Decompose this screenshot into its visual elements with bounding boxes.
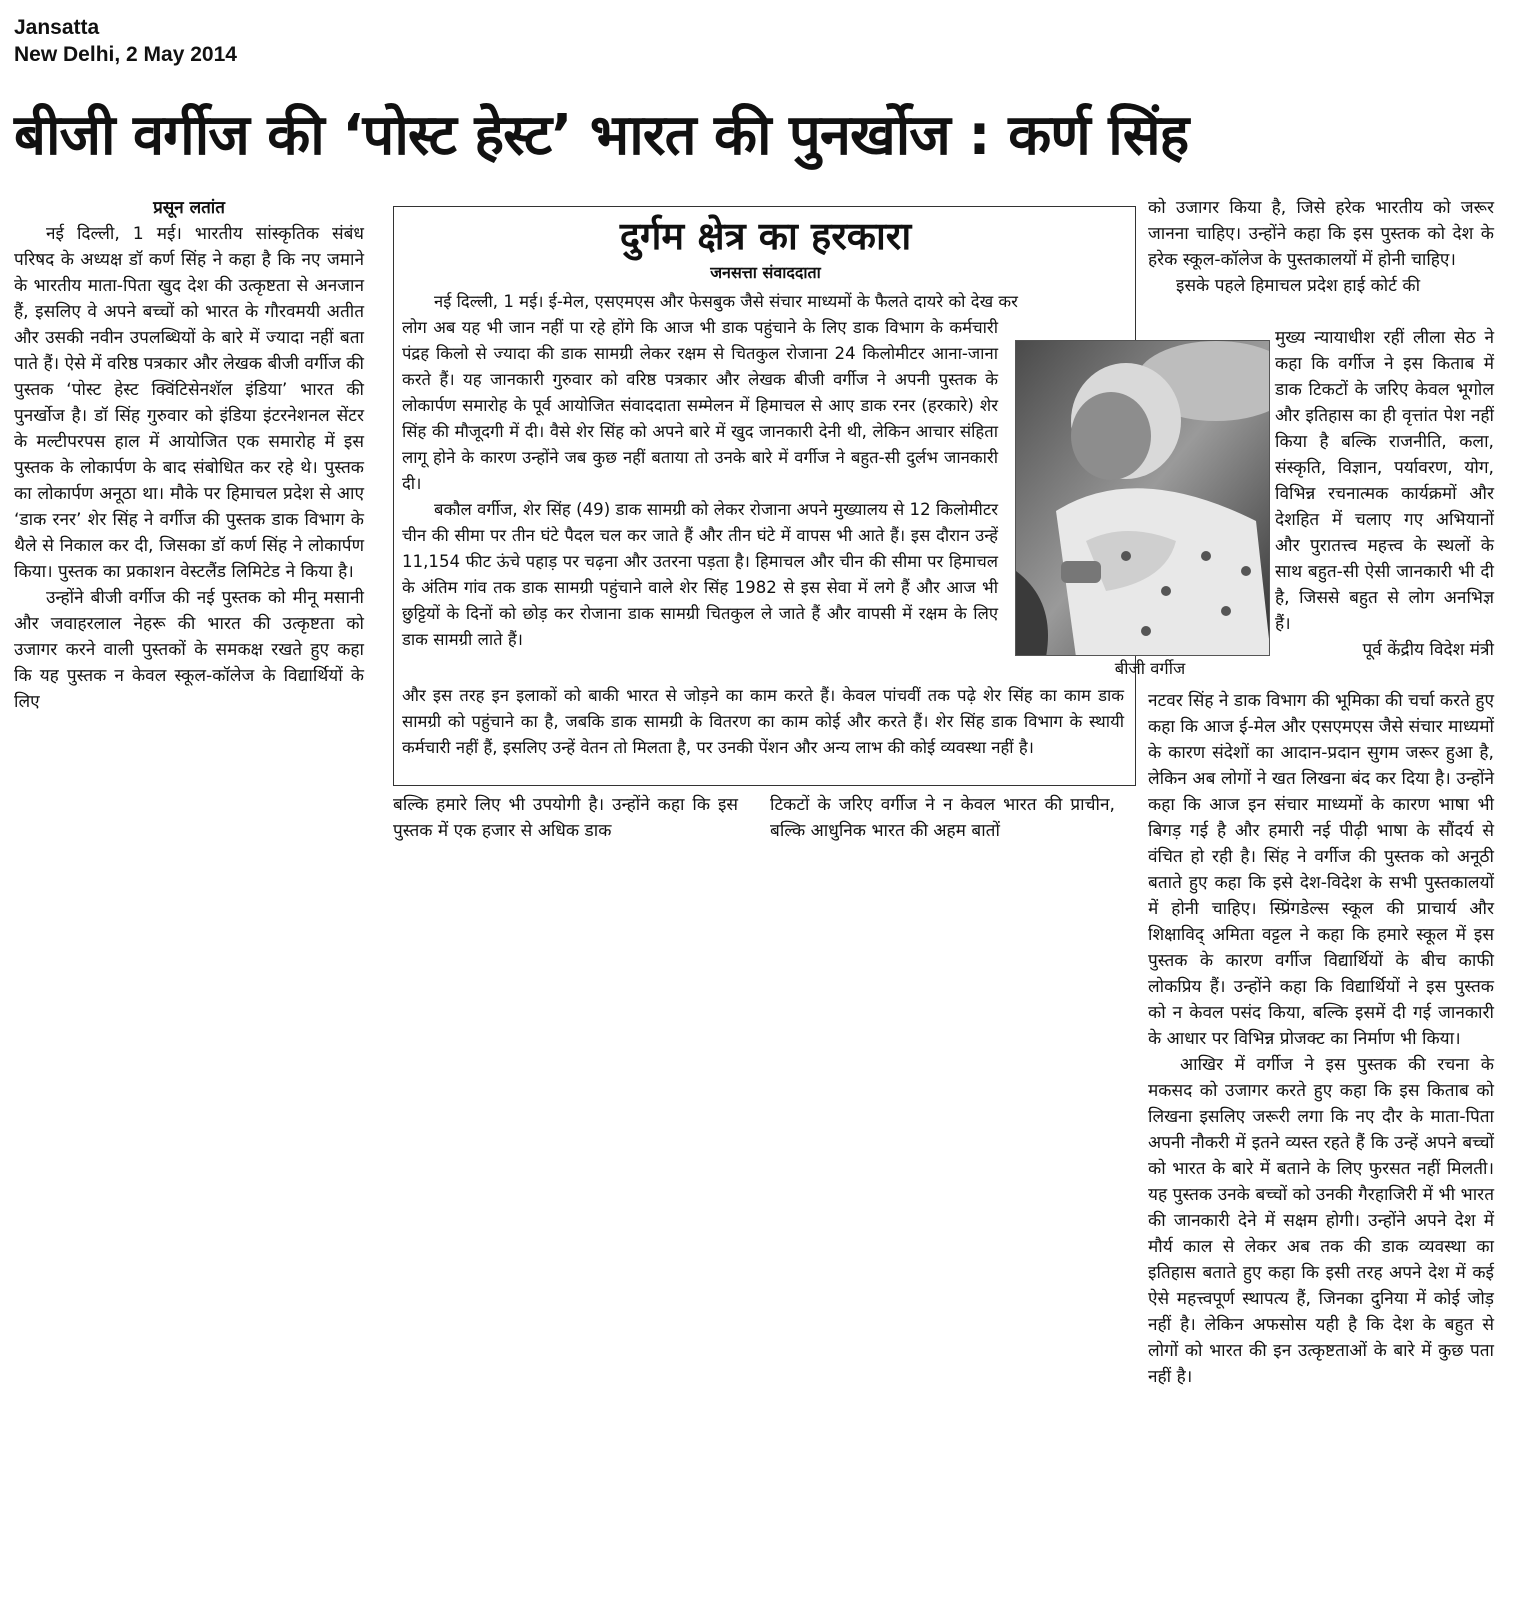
article-column-1	[14, 195, 364, 835]
article-paragraph: को उजागर किया है, जिसे हरेक भारतीय को जरूर जानना चाहिए। उन्होंने कहा कि इस पुस्तक को देश के हरेक स्कूल-कॉलेज के पुस्तकालयों में होनी चाहिए।	[1148, 198, 1494, 270]
article-column-3	[770, 792, 1115, 844]
article-column-4-bottom	[1148, 688, 1494, 1390]
box-story-title: दुर्गम क्षेत्र का हरकारा	[619, 214, 912, 258]
box-story-wide-text	[402, 683, 1124, 761]
article-paragraph: पूर्व केंद्रीय विदेश मंत्री	[1362, 640, 1494, 660]
box-story-para1-lead	[402, 289, 1124, 315]
headline: बीजी वर्गीज की ‘पोस्ट हेस्ट’ भारत की पुनर्खोज : कर्ण सिंह	[14, 103, 1189, 168]
article-paragraph: बल्कि हमारे लिए भी उपयोगी है। उन्होंने कहा कि इस पुस्तक में एक हजार से अधिक डाक	[393, 795, 738, 841]
article-paragraph: नटवर सिंह ने डाक विभाग की भूमिका की चर्चा करते हुए कहा कि आज ई-मेल और एसएमएस जैसे संचार माध्यमों के कारण संदेशों का आदान-प्रदान सुगम जरूर हुआ है, लेकिन अब लोगों ने खत लिखना बंद कर दिया है। उन्होंने कहा कि आज इन संचार माध्यमों के कारण भाषा भी बिगड़ गई है और हमारी नई पीढ़ी भाषा के सौंदर्य से वंचित हो रही है। सिंह ने वर्गीज की पुस्तक को अनूठी बताते हुए कहा कि इसे देश-विदेश के सभी पुस्तकालयों में होनी चाहिए। स्प्रिंगडेल्स स्कूल की प्राचार्य और शिक्षाविद् अमिता वट्टल ने कहा कि हमारे स्कूल में इस पुस्तक के कारण वर्गीज विद्यार्थियों के बीच काफी लोकप्रिय हैं। उन्होंने कहा कि विद्यार्थियों ने इस पुस्तक को न केवल पसंद किया, बल्कि इसमें दी गई जानकारी के आधार पर विभिन्न प्रोजक्ट का निर्माण भी किया।	[1148, 691, 1494, 1049]
article-paragraph: इसके पहले हिमाचल प्रदेश हाई कोर्ट की	[1176, 276, 1421, 296]
article-byline: प्रसून लतांत	[153, 198, 225, 218]
article-paragraph: नई दिल्ली, 1 मई। भारतीय सांस्कृतिक संबंध परिषद के अध्यक्ष डॉ कर्ण सिंह ने कहा है कि नए जमाने के भारतीय माता-पिता खुद देश की उत्कृष्टता से अनजान हैं, इसलिए वे अपने बच्चों को भारत के गौरवमयी अतीत और उसकी नवीन उपलब्धियों के बारे में ज्यादा नहीं बता पाते हैं। ऐसे में वरिष्ठ पत्रकार और लेखक बीजी वर्गीज की पुस्तक ‘पोस्ट हेस्ट क्विंटिसेनशॅल इंडिया’ भारत की पुनर्खोज है। डॉ सिंह गुरुवार को इंडिया इंटरनेशनल सेंटर के मल्टीपरपस हाल में आयोजित एक समारोह में इस पुस्तक के लोकार्पण के बाद संबोधित कर रहे थे। पुस्तक का लोकार्पण अनूठा था। मौके पर हिमाचल प्रदेश से आए ‘डाक रनर’ शेर सिंह ने वर्गीज की पुस्तक डाक विभाग के थैले से निकाल कर दी, जिसका डॉ कर्ण सिंह ने लोकार्पण किया। पुस्तक का प्रकाशन वेस्टलैंड लिमिटेड ने किया है।	[14, 224, 364, 582]
article-paragraph: आखिर में वर्गीज ने इस पुस्तक की रचना के मकसद को उजागर करते हुए कहा कि इस किताब को लिखना इसलिए जरूरी लगा कि नए दौर के माता-पिता अपनी नौकरी में इतने व्यस्त रहते हैं कि उन्हें अपने बच्चों को भारत के बारे में बताने के लिए फुरसत नहीं मिलती। यह पुस्तक उनके बच्चों को उनकी गैरहाजिरी में भी भारत की जानकारी देने में सक्षम होगी। उन्होंने अपने देश में मौर्य काल से लेकर अब तक की डाक व्यवस्था का इतिहास बताते हुए कहा कि इसी तरह अपने देश में कई ऐसे महत्त्वपूर्ण स्थापत्य हैं, जिनका दुनिया में कोई जोड़ नहीं है। लेकिन अफसोस यही है कि देश के बहुत से लोगों को भारत की इन उत्कृष्टताओं के बारे में कुछ पता नहीं है।	[1148, 1055, 1494, 1387]
box-story-narrow-text	[402, 315, 998, 653]
photo-bg-verghese	[1015, 340, 1270, 656]
article-paragraph: उन्होंने बीजी वर्गीज की नई पुस्तक को मीनू मसानी और जवाहरलाल नेहरू की भारत की उत्कृष्टता को उजागर करने वाली पुस्तकों के समकक्ष रखते हुए कहा कि यह पुस्तक न केवल स्कूल-कॉलेज के विद्यार्थियों के लिए	[14, 588, 364, 712]
photo-caption: बीजी वर्गीज	[1114, 659, 1186, 678]
box-story-text: और इस तरह इन इलाकों को बाकी भारत से जोड़ने का काम करते हैं। केवल पांचवीं तक पढ़े शेर सिंह का काम डाक सामग्री को पहुंचाने का है, जबकि डाक सामग्री के वितरण का काम कोई और करते हैं। शेर सिंह डाक विभाग के स्थायी कर्मचारी नहीं हैं, इसलिए उन्हें वेतन तो मिलता है, पर उनकी पेंशन और अन्य लाभ की कोई व्यवस्था नहीं है।	[402, 686, 1124, 757]
article-column-2	[393, 792, 738, 844]
portrait-illustration	[1016, 341, 1270, 656]
box-story-text: बकौल वर्गीज, शेर सिंह (49) डाक सामग्री को लेकर रोजाना अपने मुख्यालय से 12 किलोमीटर चीन की सीमा पर तीन घंटे पैदल चल कर जाते हैं और तीन घंटे में वापस भी आते हैं। इस दौरान उन्हें 11,154 फीट ऊंचे पहाड़ पर चढ़ना और उतरना पड़ता है। हिमाचल और चीन की सीमा पर हिमाचल के अंतिम गांव तक डाक सामग्री पहुंचाने वाले शेर सिंह 1982 से इस सेवा में लगे हैं और आज भी छुट्टियों के दिनों को छोड़ कर रोजाना डाक सामग्री चितकुल ले जाते हैं और वापसी में रक्षम के लिए डाक सामग्री लाते हैं।	[402, 500, 998, 649]
publication-dateline: New Delhi, 2 May 2014	[14, 43, 237, 66]
publication-name: Jansatta	[14, 16, 100, 39]
publication-info	[14, 14, 237, 68]
box-story-byline: जनसत्ता संवाददाता	[710, 263, 821, 282]
article-paragraph: टिकटों के जरिए वर्गीज ने न केवल भारत की प्राचीन, बल्कि आधुनिक भारत की अहम बातों	[770, 795, 1115, 841]
box-story-text: लोग अब यह भी जान नहीं पा रहे होंगे कि आज भी डाक पहुंचाने के लिए डाक विभाग के कर्मचारी पंद्रह किलो से ज्यादा की डाक सामग्री लेकर रक्षम से चितकुल रोजाना 24 किलोमीटर आना-जाना करते हैं। यह जानकारी गुरुवार को वरिष्ठ पत्रकार और लेखक बीजी वर्गीज ने अपनी पुस्तक के लोकार्पण समारोह के पूर्व आयोजित संवाददाता सम्मेलन में हिमाचल से आए डाक रनर (हरकारे) शेर सिंह की मौजूदगी में दी। वैसे शेर सिंह को अपने बारे में खुद जानकारी देनी थी, लेकिन आचार संहिता लागू होने के कारण उन्होंने जब कुछ नहीं बताया तो उनके बारे में वर्गीज ने बहुत-सी दुर्लभ जानकारी दी।	[402, 318, 998, 493]
article-column-4-top	[1148, 195, 1494, 299]
article-paragraph: मुख्य न्यायाधीश रहीं लीला सेठ ने कहा कि वर्गीज ने इस किताब में डाक टिकटों के जरिए केवल भूगोल और इतिहास का ही वृत्तांत पेश नहीं किया है बल्कि राजनीति, कला, संस्कृति, विज्ञान, पर्यावरण, योग, विभिन्न रचनात्मक कार्यक्रमों और देशहित में चलाए गए अभियानों और पुरातत्त्व महत्त्व के स्थलों के साथ बहुत-सी ऐसी जानकारी भी दी है, जिससे बहुत से लोग अनभिज्ञ हैं।	[1275, 328, 1494, 634]
box-story-text: नई दिल्ली, 1 मई। ई-मेल, एसएमएस और फेसबुक जैसे संचार माध्यमों के फैलते दायरे को देख कर	[434, 292, 1018, 311]
article-column-4-beside-photo	[1275, 325, 1494, 663]
